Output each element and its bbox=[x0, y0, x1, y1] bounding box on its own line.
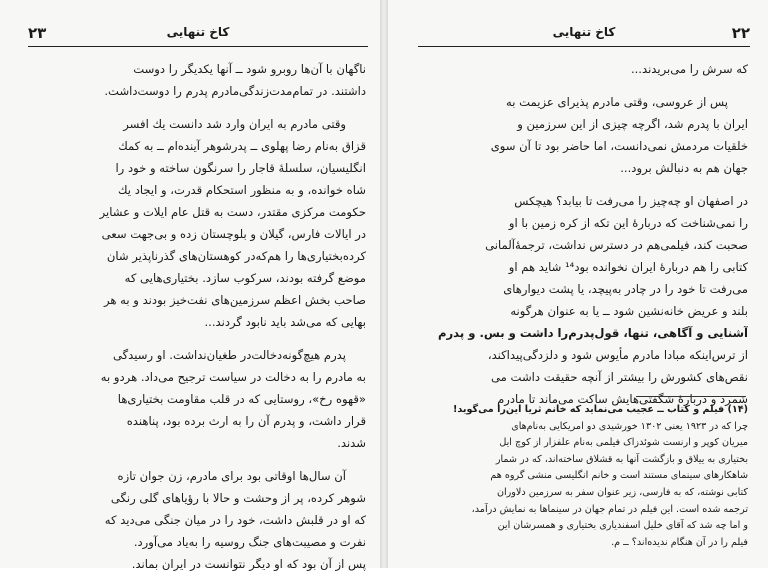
text-line: پس از آن بود که او دیگر نتوانست در ایران بماند. bbox=[131, 557, 366, 571]
left-page-body bbox=[28, 58, 366, 586]
footnote-line: ترجمه شده است. این فیلم در تمام جهان در سینماها به نمایش درآمد، bbox=[471, 503, 748, 515]
footnote-line: (۱۴) فیلم و کتاب ــ عجیب می‌نماید که خانم ثریا این‌را می‌گوید! bbox=[452, 404, 748, 415]
text-line: آن سال‌ها اوقاتی بود برای مادرم، زن جوان تازه bbox=[117, 469, 346, 483]
paragraph bbox=[28, 58, 366, 102]
text-line: در ایالات فارس، گیلان و بلوچستان زده و بی‌جهت سعی bbox=[101, 227, 366, 241]
text-line: خلقیات مردمش نمی‌دانست، اما حاضر بود تا آن سوی bbox=[490, 139, 748, 153]
text-line: بلند و عریض خانه‌نشین شود ــ یا به عنوان هرگونه bbox=[510, 304, 748, 318]
footnote-line: شاهکارهای سینمای مستند است و خانم انگلیسی منشی گروه هم bbox=[490, 470, 748, 482]
right-page bbox=[388, 0, 768, 568]
right-page-header bbox=[418, 24, 750, 47]
text-line: شدند. bbox=[337, 436, 366, 450]
text-line: در اصفهان او چه‌چیز را می‌رفت تا بیابد؟ هیچکس bbox=[514, 194, 748, 208]
paragraph bbox=[28, 465, 366, 575]
paragraph bbox=[28, 344, 366, 454]
left-page-number: ۲۳ bbox=[28, 24, 47, 42]
text-line: داشتند. در تمام‌مدت‌زندگی‌مادرم پدرم را دوست‌داشت. bbox=[104, 84, 366, 98]
text-line: شوهر کرده، پر از وحشت و حالا با رؤیاهای گلی رنگی bbox=[110, 491, 366, 505]
text-line: موضع گرفته بودند، سرکوب سازد. بختیاری‌هایی که bbox=[124, 271, 366, 285]
text-line: به مادرم را به دخالت در سیاست ترجیح می‌داد. هردو به bbox=[100, 370, 366, 384]
text-line: قزاق به‌نام رضا پهلوی ــ پدرشوهر آینده‌ام ــ به کمك bbox=[118, 139, 366, 153]
text-line: نفرت و مصیبت‌های جنگ روسیه را به‌یاد می‌آورد. bbox=[133, 535, 366, 549]
text-line: ناگهان با آن‌ها روبرو شود ــ آنها یکدیگر را دوست bbox=[133, 62, 366, 76]
paragraph bbox=[420, 91, 748, 179]
text-line: «قهوه رخ»، روستایی که در قلب مقاومت بختیاری‌ها bbox=[117, 392, 366, 406]
text-line: نقص‌های کشورش را بیشتر از آنچه حقیقت داشت می‌ bbox=[491, 370, 748, 384]
text-line: انگلیسیان، سلسلهٔ قاجار را سرنگون ساخته و خود را bbox=[115, 161, 366, 175]
text-line: وقتی مادرم به ایران وارد شد دانست یك افسر bbox=[123, 117, 346, 131]
right-page-number: ۲۲ bbox=[731, 24, 750, 42]
text-line: قرار داشت، و پدرم آن را به ارث برده بود، پناهنده bbox=[126, 414, 366, 428]
footnote-line: میریان کوپر و ارنست شوئدزاک فیلمی به‌نام علفزار از کوچ ایل bbox=[499, 437, 748, 449]
footnote bbox=[420, 402, 748, 551]
text-line: کتابی را هم دربارهٔ ایران نخوانده بود¹⁴ شاید هم او bbox=[508, 260, 748, 274]
right-running-title: کاخ تنهایی bbox=[552, 25, 616, 39]
text-line: شمرد و دربارهٔ شگفتی‌هایش ساکت می‌ماند تا مادرم bbox=[497, 392, 748, 406]
footnote-rule bbox=[636, 396, 746, 397]
footnote-line: چرا که در ۱۹۲۳ یعنی ۱۳۰۲ خورشیدی دو امریکایی به‌نام‌های bbox=[511, 420, 748, 432]
footnote-line: بختیاری به ییلاق و بازگشت آنها به قشلاق ساخته‌اند، که در شمار bbox=[495, 453, 748, 465]
paragraph bbox=[28, 113, 366, 333]
text-line: صحبت کند، فیلمی‌هم در دسترس نداشت، ترجمهٔ‌آلمانی bbox=[485, 238, 748, 252]
text-line: پس از عروسی، وقتی مادرم پذیرای عزیمت به bbox=[506, 95, 728, 109]
text-line: حکومت مرکزی مقتدر، دست به قتل عام ایلات و عشایر bbox=[99, 205, 366, 219]
footnote-line: و اما چه شد که آقای خلیل اسفندیاری بختیاری و همسرشان این bbox=[497, 520, 748, 532]
footnote-line: کتابی نوشته، که به فارسی، زیر عنوان سفر به سرزمین دلاوران bbox=[496, 486, 748, 498]
text-line: که او در قلبش داشت، خود را در میان جنگی می‌دید که bbox=[104, 513, 366, 527]
text-line: ایران با پدرم شد، اگرچه چیزی از این سرزمین و bbox=[517, 117, 748, 131]
text-line: که سرش را می‌بریدند... bbox=[630, 62, 748, 76]
left-page bbox=[0, 0, 380, 571]
text-line: از ترس‌اینکه مبادا مادرم مأیوس شود و دلزدگی‌پیدا‌کند، bbox=[487, 348, 748, 362]
text-line: بهایی که می‌شد باید نابود گردند... bbox=[204, 315, 366, 329]
text-line: کرده‌بختیاری‌ها را هم‌که‌در کوهستان‌های گذرناپذیر شان bbox=[106, 249, 366, 263]
text-line: پدرم هیچ‌گونه‌دخالت‌در طغیان‌نداشت. او رسیدگی bbox=[112, 348, 346, 362]
footnote-line: فیلم را در آن هنگام ندیده‌اند؟ ــ م. bbox=[611, 536, 748, 548]
text-line: صاحب بخش اعظم سرزمین‌های نفت‌خیز بودند و به هر bbox=[103, 293, 366, 307]
text-line: شاه خوانده، و به منظور استحکام قدرت، و ایجاد یك bbox=[118, 183, 366, 197]
text-line: می‌رفت تا خود را در چادر به‌پیچد، یا پشت دیوارهای bbox=[503, 282, 748, 296]
left-running-title: کاخ تنهایی bbox=[166, 25, 230, 39]
text-line: جهان هم به دنبالش برود... bbox=[620, 161, 748, 175]
book-gutter bbox=[380, 0, 388, 568]
left-page-header bbox=[28, 24, 368, 47]
paragraph bbox=[420, 58, 748, 80]
text-line: آشنایی و آگاهی، تنها، قول‌پدرم‌را داشت و بس. و پدرم bbox=[438, 326, 748, 340]
text-line: را نمی‌شناخت که دربارهٔ این تکه از کره زمین با او bbox=[508, 216, 748, 230]
right-page-body bbox=[420, 58, 748, 421]
paragraph bbox=[420, 190, 748, 410]
